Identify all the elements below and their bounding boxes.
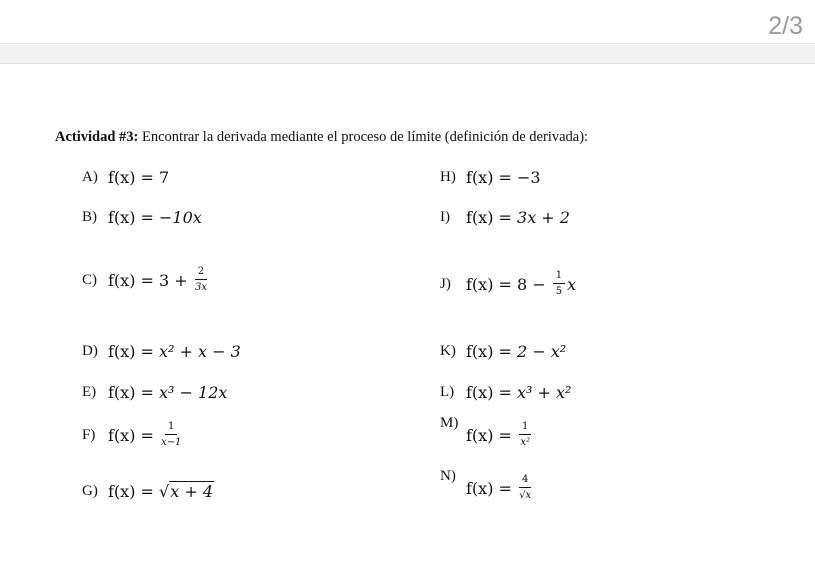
formula: f(x) = −3 bbox=[466, 168, 541, 187]
formula: f(x) = $\frac{1}{\text{x²}}$ bbox=[466, 421, 531, 448]
label: G) bbox=[82, 482, 98, 499]
activity-title bbox=[55, 129, 588, 146]
label: F) bbox=[82, 426, 96, 443]
label: A) bbox=[82, 169, 98, 185]
label: E) bbox=[82, 384, 97, 400]
exercise-n bbox=[440, 467, 533, 502]
exercise-m bbox=[440, 414, 533, 449]
formula: f(x) = x² + x − 3 bbox=[108, 342, 241, 361]
exercise-a bbox=[82, 168, 169, 187]
label: K) bbox=[440, 343, 456, 359]
formula: f(x) = 8 − $\frac{1}{5}$ x bbox=[466, 270, 577, 297]
exercise-g bbox=[82, 481, 214, 501]
formula: f(x) = x³ + x² bbox=[466, 383, 572, 402]
formula: f(x) = 7 bbox=[108, 168, 170, 187]
label: M) bbox=[440, 414, 459, 431]
label: C) bbox=[82, 271, 97, 288]
page-indicator: 2/3 bbox=[768, 12, 803, 40]
formula: f(x) = 3 + $\frac{2}{3x}$ bbox=[108, 266, 207, 293]
formula: f(x) = 2 − x² bbox=[466, 342, 567, 361]
exercise-d bbox=[82, 342, 241, 361]
toolbar-band bbox=[0, 43, 815, 64]
formula: f(x) = √ x + 4 bbox=[108, 481, 213, 501]
exercise-c bbox=[82, 266, 209, 294]
label: J) bbox=[440, 275, 451, 292]
label: D) bbox=[82, 343, 98, 359]
label: N) bbox=[440, 467, 456, 484]
exercise-k bbox=[440, 342, 566, 361]
formula: f(x) = 3x + 2 bbox=[466, 208, 570, 227]
exercise-b bbox=[82, 208, 202, 227]
label: H) bbox=[440, 169, 456, 185]
formula: f(x) = $\frac{1}{x-1}$ bbox=[108, 421, 182, 448]
formula: f(x) = $\frac{4}{√x}$ bbox=[466, 474, 532, 501]
exercise-f bbox=[82, 421, 183, 449]
exercise-i bbox=[440, 208, 570, 227]
exercise-h bbox=[440, 168, 541, 187]
activity-title-bold: Actividad #3: bbox=[55, 129, 139, 145]
label: I) bbox=[440, 209, 450, 225]
exercise-j bbox=[440, 270, 576, 298]
formula: f(x) = −10x bbox=[108, 208, 202, 227]
activity-title-text: Encontrar la derivada mediante el proceso de límite (definición de derivada): bbox=[138, 129, 589, 145]
label: B) bbox=[82, 209, 97, 225]
formula: f(x) = x³ − 12x bbox=[108, 383, 228, 402]
label: L) bbox=[440, 384, 455, 400]
exercise-l bbox=[440, 383, 571, 402]
exercise-e bbox=[82, 383, 227, 402]
